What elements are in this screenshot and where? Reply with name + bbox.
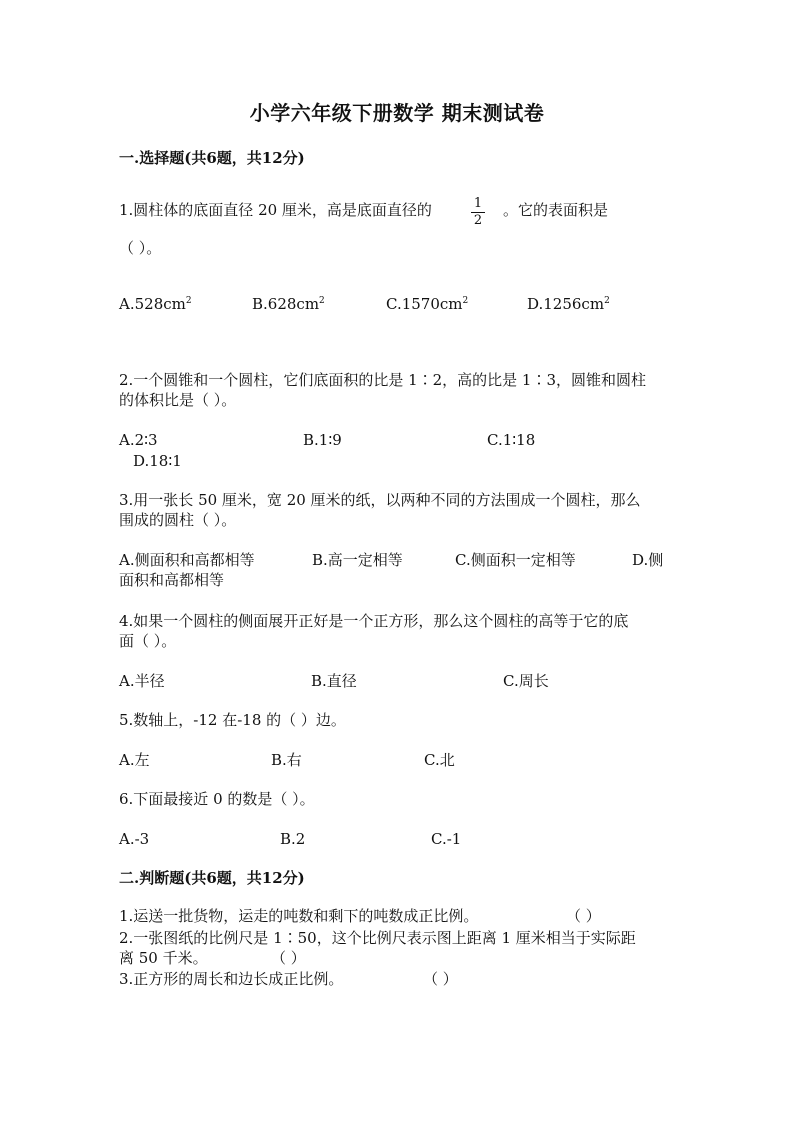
q3-option-a[interactable]: A.侧面积和高都相等 xyxy=(119,551,255,569)
q3-option-d[interactable]: D.侧 xyxy=(632,551,664,569)
q1-option-b[interactable] xyxy=(252,294,325,314)
j3-text: 3.正方形的周长和边长成正比例。 xyxy=(119,970,344,988)
q1-blank: （ ）。 xyxy=(119,239,162,257)
j1-answer-blank[interactable]: （ ） xyxy=(566,907,601,925)
q4-text-line1: 4.如果一个圆柱的侧面展开正好是一个正方形，那么这个圆柱的高等于它的底 xyxy=(119,612,629,630)
superscript: 2 xyxy=(604,296,610,306)
option-label: D.1256cm xyxy=(527,295,605,313)
q4-option-b[interactable]: B.直径 xyxy=(311,672,357,690)
q4-option-c[interactable]: C.周长 xyxy=(503,672,549,690)
q3-option-d-cont[interactable]: 面积和高都相等 xyxy=(119,571,225,589)
q1-text: 1.圆柱体的底面直径 20 厘米，高是底面直径的 xyxy=(119,201,432,219)
q5-option-a[interactable]: A.左 xyxy=(119,751,150,769)
q4-text-line2: 面（ ）。 xyxy=(119,632,177,650)
q6-option-a[interactable]: A.-3 xyxy=(119,830,150,848)
j1-text: 1.运送一批货物，运走的吨数和剩下的吨数成正比例。 xyxy=(119,907,479,925)
superscript: 2 xyxy=(462,296,469,306)
superscript: 2 xyxy=(319,296,325,306)
j2-text-line1: 2.一张图纸的比例尺是 1∶50，这个比例尺表示图上距离 1 厘米相当于实际距 xyxy=(119,929,636,947)
q2-option-c[interactable]: C.1∶18 xyxy=(487,431,536,449)
superscript: 2 xyxy=(185,296,192,306)
fraction-numerator: 1 xyxy=(473,196,483,211)
option-label: A.528cm xyxy=(119,295,186,313)
q5-option-c[interactable]: C.北 xyxy=(424,751,455,769)
j2-answer-blank[interactable]: （ ） xyxy=(271,949,306,967)
q2-text-line1: 2.一个圆锥和一个圆柱，它们底面积的比是 1∶2，高的比是 1∶3，圆锥和圆柱 xyxy=(119,371,647,389)
option-label: C.1570cm xyxy=(386,295,463,313)
q2-text-line2: 的体积比是（ ）。 xyxy=(119,391,237,409)
page-title: 小学六年级下册数学 期末测试卷 xyxy=(249,101,545,125)
q1-option-c[interactable] xyxy=(386,294,468,314)
section-heading-judgement: 二.判断题(共6题，共12分) xyxy=(119,869,305,887)
q3-option-b[interactable]: B.高一定相等 xyxy=(312,551,403,569)
q5-text: 5.数轴上，-12 在-18 的（ ）边。 xyxy=(119,711,346,729)
q3-text-line1: 3.用一张长 50 厘米，宽 20 厘米的纸，以两种不同的方法围成一个圆柱，那么 xyxy=(119,491,641,509)
q1-option-d[interactable] xyxy=(527,294,610,314)
j2-text-line2: 离 50 千米。 xyxy=(119,949,208,967)
q1-fraction xyxy=(471,197,485,228)
j3-answer-blank[interactable]: （ ） xyxy=(423,970,458,988)
q2-option-d[interactable]: D.18∶1 xyxy=(133,452,182,470)
q2-option-a[interactable]: A.2∶3 xyxy=(119,431,158,449)
q1-text-cont: 。它的表面积是 xyxy=(503,201,609,219)
q6-option-b[interactable]: B.2 xyxy=(280,830,306,848)
q2-option-b[interactable]: B.1∶9 xyxy=(303,431,342,449)
fraction-denominator: 2 xyxy=(473,213,483,228)
q3-text-line2: 围成的圆柱（ ）。 xyxy=(119,511,237,529)
section-heading-choice: 一.选择题(共6题，共12分) xyxy=(119,149,305,167)
q1-option-a[interactable] xyxy=(119,294,192,314)
q5-option-b[interactable]: B.右 xyxy=(271,751,302,769)
q4-option-a[interactable]: A.半径 xyxy=(119,672,165,690)
q6-text: 6.下面最接近 0 的数是（ ）。 xyxy=(119,790,315,808)
q6-option-c[interactable]: C.-1 xyxy=(431,830,462,848)
q3-option-c[interactable]: C.侧面积一定相等 xyxy=(455,551,576,569)
option-label: B.628cm xyxy=(252,295,320,313)
